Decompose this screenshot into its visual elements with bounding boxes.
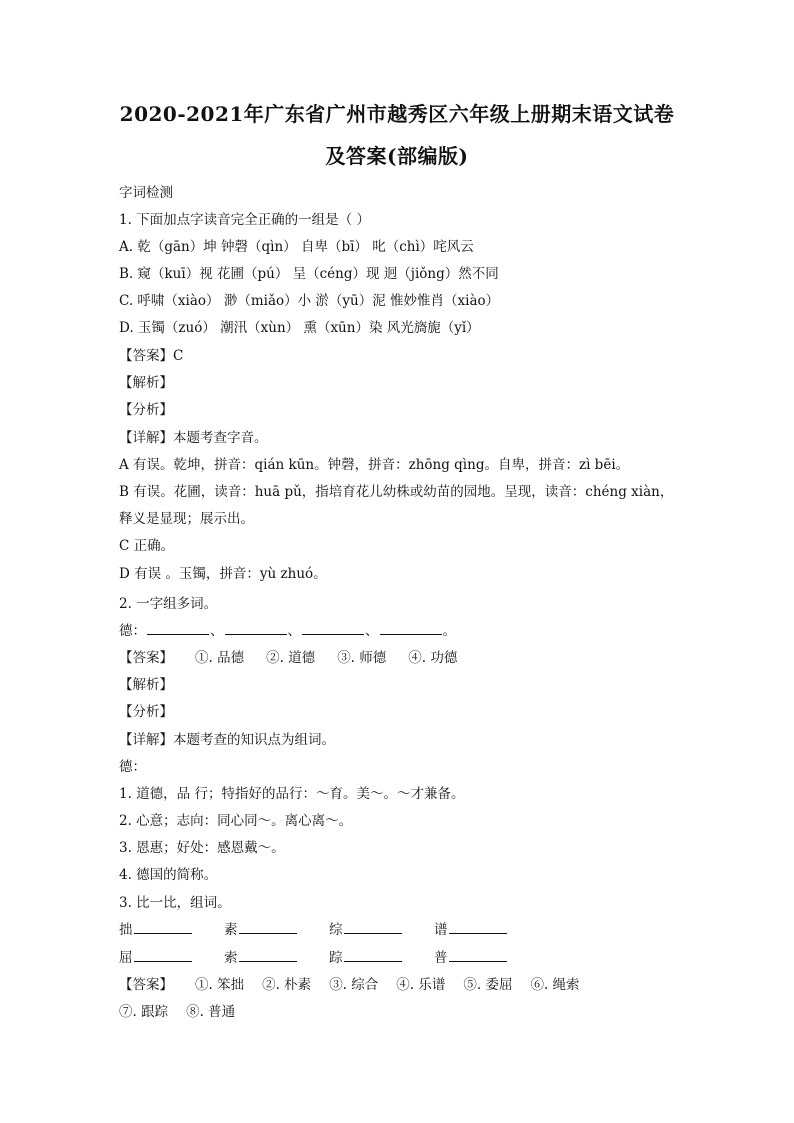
answer-blank bbox=[302, 622, 364, 635]
answer-item: ⑤. 委屈 bbox=[463, 977, 513, 993]
q1-option-a: A. 乾（gān）坤 钟磬（qìn） 自卑（bī） 叱（chì）咤风云 bbox=[119, 239, 474, 255]
answer-item: ⑧. 普通 bbox=[186, 1004, 236, 1020]
q3-char: 综 bbox=[329, 922, 343, 938]
answer-item: ⑥. 绳索 bbox=[530, 977, 580, 993]
q3-item bbox=[329, 918, 403, 938]
answer-blank bbox=[147, 622, 209, 635]
q2-blanks bbox=[119, 619, 456, 639]
q3-char: 踪 bbox=[329, 950, 343, 966]
q3-item bbox=[434, 946, 508, 966]
q3-item bbox=[329, 946, 403, 966]
q2-meaning-4: 4. 德国的简称。 bbox=[119, 867, 218, 883]
answer-item: ②. 朴素 bbox=[262, 977, 312, 993]
answer-blank bbox=[449, 921, 507, 934]
document-title: 2020-2021年广东省广州市越秀区六年级上册期末语文试卷 bbox=[119, 102, 675, 126]
q1-stem: 1. 下面加点字读音完全正确的一组是（ ） bbox=[119, 212, 370, 228]
answer-blank bbox=[225, 622, 287, 635]
answer-label: 【答案】 bbox=[119, 650, 173, 666]
q3-item bbox=[434, 918, 508, 938]
q1-explain-b: B 有误。花圃，读音：huā pǔ，指培育花儿幼株或幼苗的园地。呈现，读音：chéng xiàn， bbox=[119, 484, 674, 500]
q1-option-d: D. 玉镯（zuó） 潮汛（xùn） 熏（xūn）染 风光旖旎（yǐ） bbox=[119, 320, 480, 336]
answer-blank bbox=[239, 921, 297, 934]
separator: 、 bbox=[365, 623, 379, 639]
document-subtitle: 及答案(部编版) bbox=[325, 144, 469, 168]
q1-explain-c: C 正确。 bbox=[119, 538, 175, 554]
q2-meaning-2: 2. 心意；志向：同心同～。离心离～。 bbox=[119, 813, 353, 829]
q3-item bbox=[119, 918, 193, 938]
q3-char: 谱 bbox=[434, 922, 448, 938]
answer-item: ①. 品德 bbox=[195, 650, 245, 666]
q1-explain-a: A 有误。乾坤，拼音：qián kūn。钟磬，拼音：zhōng qìng。自卑，拼音：zì bēi。 bbox=[119, 457, 630, 473]
q2-stem: 2. 一字组多词。 bbox=[119, 596, 218, 612]
q1-xiangjie: 【详解】本题考查字音。 bbox=[119, 430, 268, 446]
answer-item: ④. 功德 bbox=[408, 650, 458, 666]
answer-item: ②. 道德 bbox=[266, 650, 316, 666]
q2-jiexi: 【解析】 bbox=[119, 677, 173, 693]
q3-char: 拙 bbox=[119, 922, 133, 938]
q1-explain-b-cont: 释义是显现；展示出。 bbox=[119, 511, 254, 527]
answer-blank bbox=[449, 949, 507, 962]
q3-stem: 3. 比一比，组词。 bbox=[119, 895, 231, 911]
q3-item bbox=[224, 918, 298, 938]
q1-jiexi: 【解析】 bbox=[119, 375, 173, 391]
answer-blank bbox=[380, 622, 442, 635]
answer-item: ③. 综合 bbox=[329, 977, 379, 993]
separator: 、 bbox=[287, 623, 301, 639]
answer-blank bbox=[134, 949, 192, 962]
q3-answer-cont bbox=[119, 1000, 235, 1020]
answer-label: 【答案】 bbox=[119, 977, 173, 993]
answer-blank bbox=[344, 921, 402, 934]
q2-fenxi: 【分析】 bbox=[119, 704, 173, 720]
q2-de: 德： bbox=[119, 759, 146, 775]
q1-answer: 【答案】C bbox=[119, 348, 184, 364]
answer-item: ⑦. 跟踪 bbox=[119, 1004, 169, 1020]
q1-explain-d: D 有误 。玉镯，拼音：yù zhuó。 bbox=[119, 566, 327, 582]
answer-blank bbox=[344, 949, 402, 962]
section-heading: 字词检测 bbox=[119, 185, 173, 201]
q3-char: 素 bbox=[224, 922, 238, 938]
q2-meaning-1: 1. 道德，品 行；特指好的品行：～育。美～。～才兼备。 bbox=[119, 786, 465, 802]
answer-item: ①. 笨拙 bbox=[195, 977, 245, 993]
q1-option-c: C. 呼啸（xiào） 渺（miǎo）小 淤（yū）泥 惟妙惟肖（xiào） bbox=[119, 293, 500, 309]
q3-answer bbox=[119, 973, 580, 993]
q3-item bbox=[119, 946, 193, 966]
q1-fenxi: 【分析】 bbox=[119, 402, 173, 418]
q3-char: 索 bbox=[224, 950, 238, 966]
q3-char: 屈 bbox=[119, 950, 133, 966]
q2-answer bbox=[119, 646, 457, 666]
answer-item: ④. 乐谱 bbox=[396, 977, 446, 993]
answer-blank bbox=[134, 921, 192, 934]
end-mark: 。 bbox=[442, 623, 456, 639]
q2-xiangjie: 【详解】本题考查的知识点为组词。 bbox=[119, 732, 335, 748]
answer-blank bbox=[239, 949, 297, 962]
q3-char: 普 bbox=[434, 950, 448, 966]
q2-prompt-char: 德： bbox=[119, 623, 146, 639]
answer-item: ③. 师德 bbox=[337, 650, 387, 666]
separator: 、 bbox=[210, 623, 224, 639]
q2-meaning-3: 3. 恩惠；好处：感恩戴～。 bbox=[119, 840, 285, 856]
q3-item bbox=[224, 946, 298, 966]
q1-option-b: B. 窥（kuī）视 花圃（pú） 呈（céng）现 迥（jiǒng）然不同 bbox=[119, 266, 499, 282]
